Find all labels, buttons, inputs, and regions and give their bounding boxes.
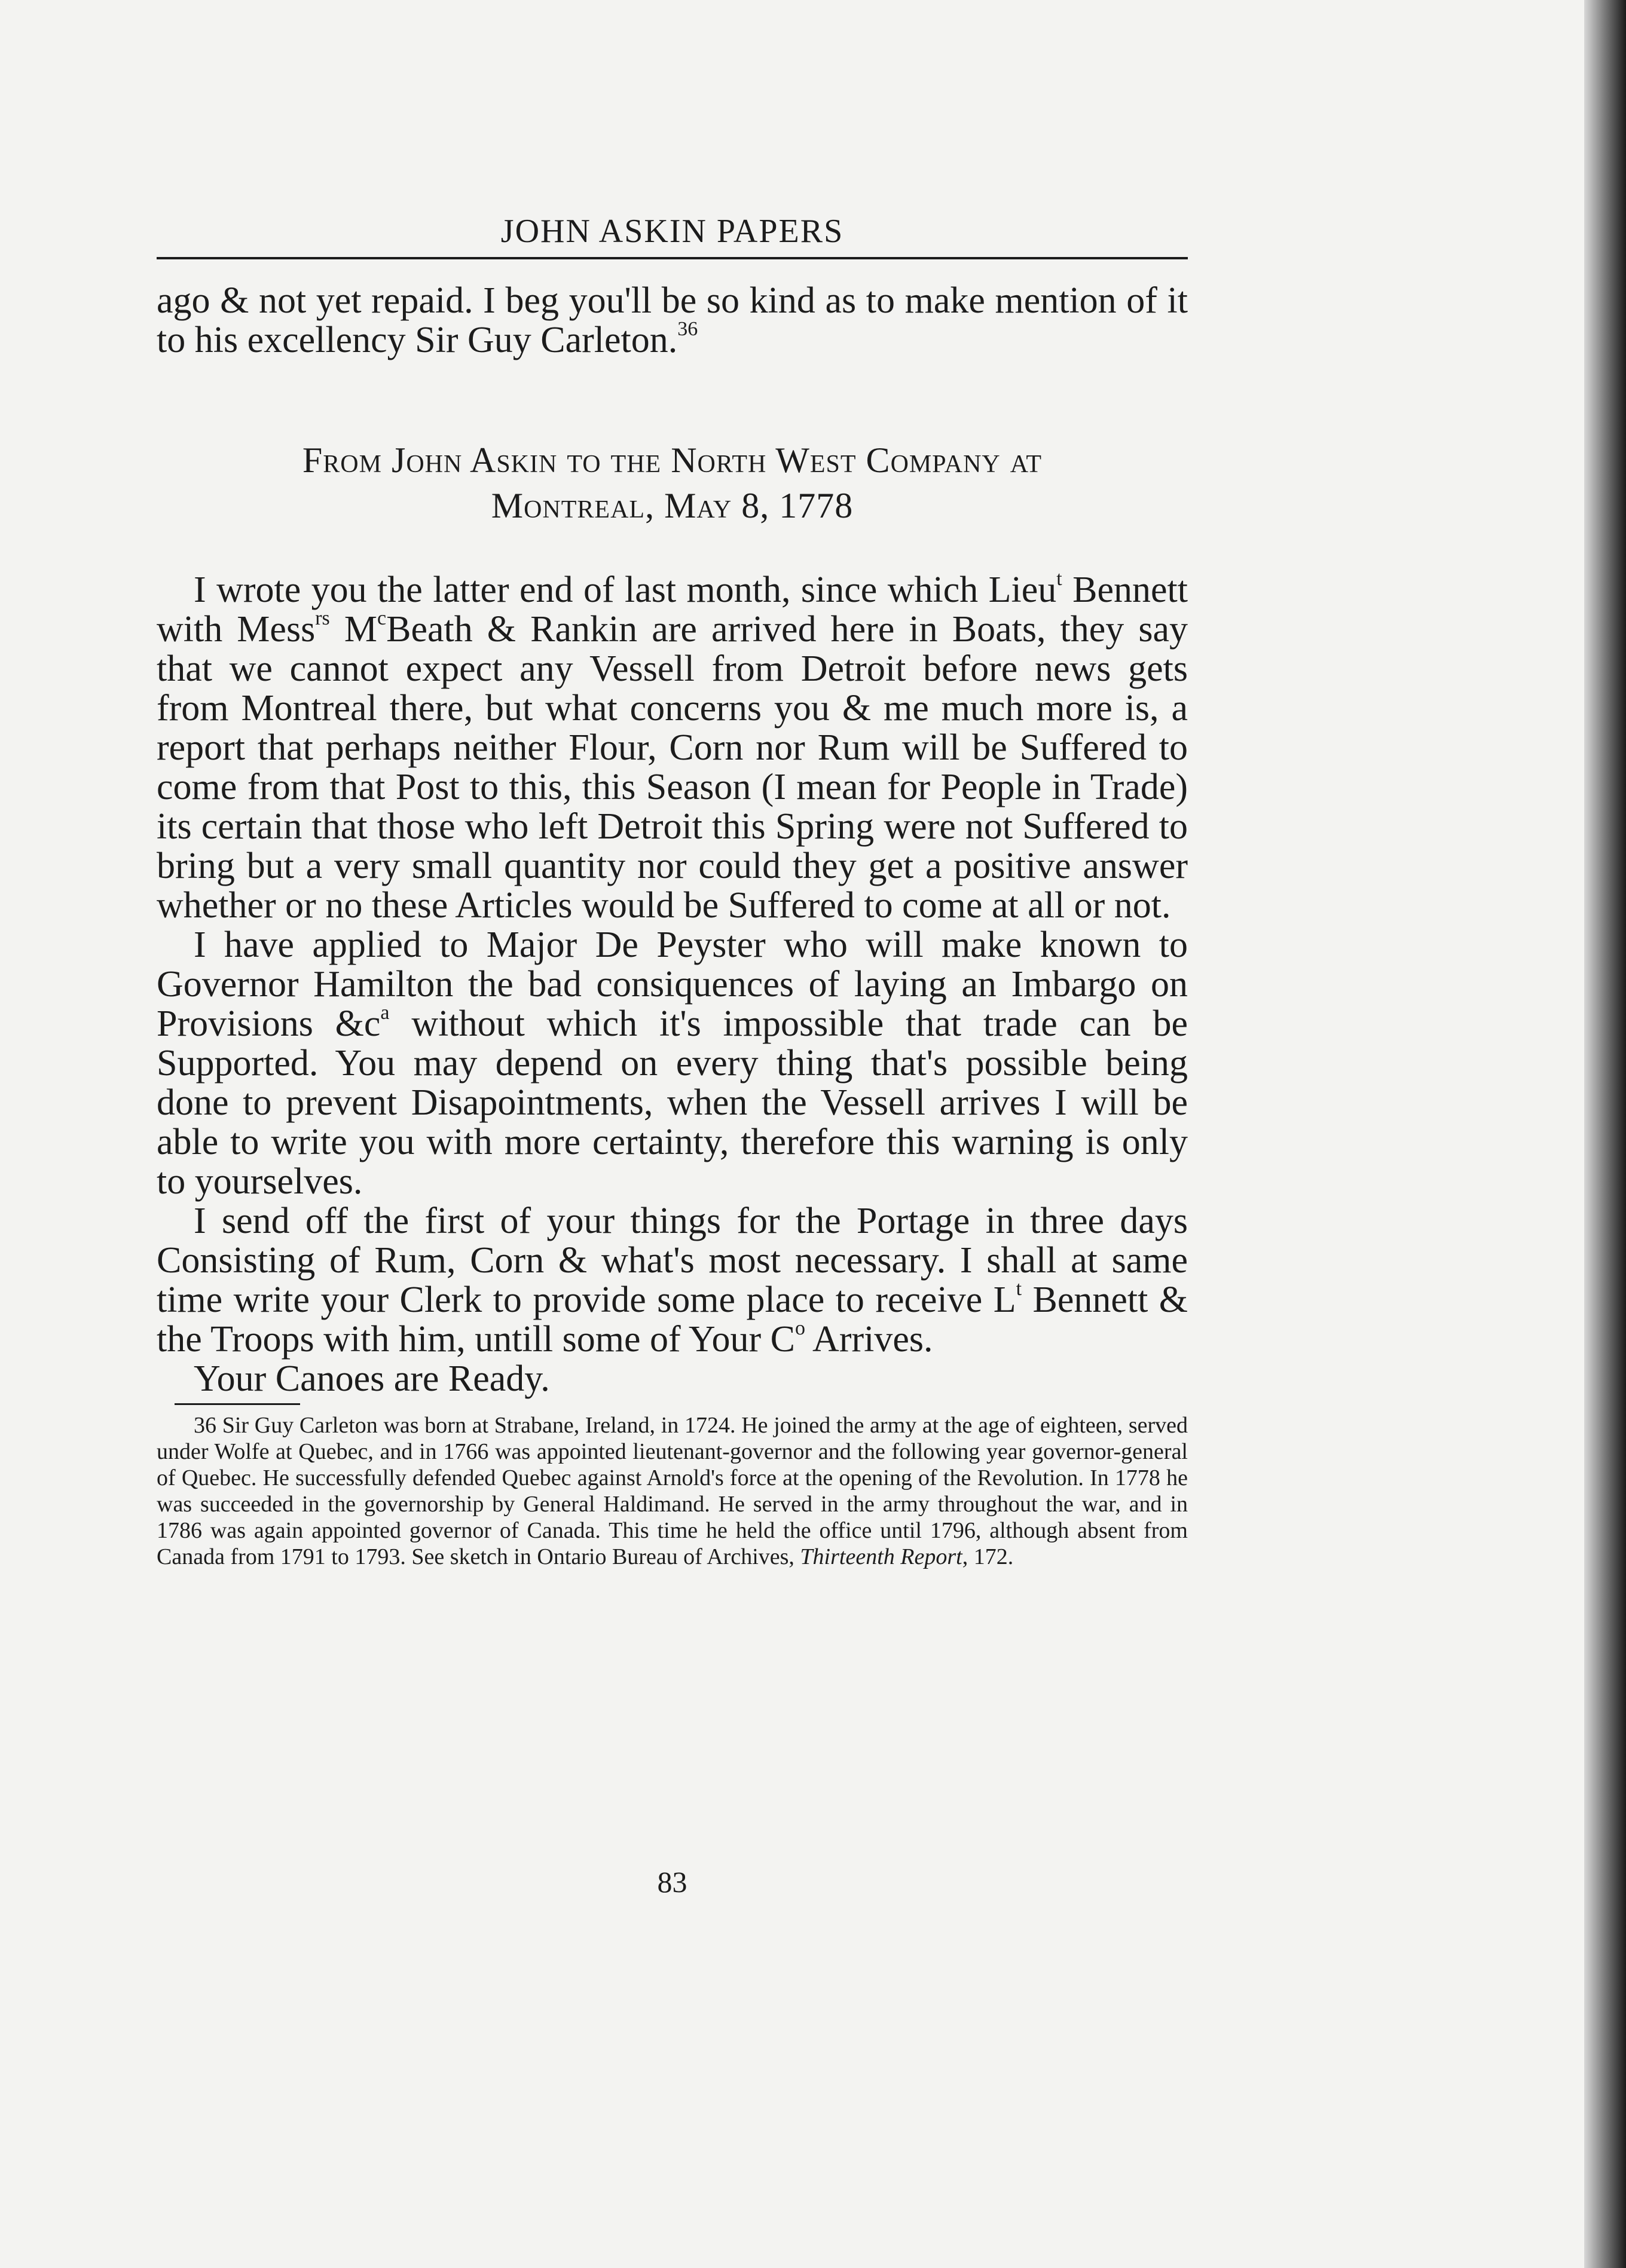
- letter-paragraph-3: I send off the first of your things for the Portage in three days Consisting of Rum, Corn & what's most necessary. I shall at same time write your Clerk to provide some place to receive $L^t$ Bennett & the Troops with him, untill some of Your $C^o$ Arrives.: [157, 1201, 1188, 1360]
- footnote-number: 36: [194, 1413, 216, 1438]
- letter-paragraph-2: I have applied to Major De Peyster who will make known to Governor Hamilton the bad consiquences of laying an Imbargo on Provisions $\&c^a$ without which it's impossible that trade can be Supported. You may depend on every thing that's possible being done to prevent Disapointments, when the Vessell arrives I will be able to write you with more certainty, therefore this warning is only to yourselves.: [157, 925, 1188, 1202]
- footnote: 36 Sir Guy Carleton was born at Strabane, Ireland, in 1724. He joined the army at the age of eighteen, served under Wolfe at Quebec, and in 1766 was appointed lieutenant-governor and the following year governor-general of Quebec. He successfully defended Quebec against Arnold's force at the opening of the Revolution. In 1778 he was succeeded in the governorship by General Haldimand. He served in the army throughout the war, and in 1786 was again appointed governor of Canada. This time he held the office until 1796, although absent from Canada from 1791 to 1793. See sketch in Ontario Bureau of Archives, Thirteenth Report, 172.: [157, 1413, 1188, 1569]
- page-edge-shadow: [1584, 0, 1626, 2268]
- header-rule: [157, 257, 1188, 259]
- letter-heading-line1: From John Askin to the North West Company at: [302, 440, 1043, 480]
- intro-paragraph: ago & not yet repaid. I beg you'll be so kind as to make mention of it to his excellency Sir Guy Carleton.$^{36}$: [157, 280, 1188, 360]
- letter-paragraph-1: I wrote you the latter end of last month, since which Lieu$^t$ Bennett with Mess$^{rs}$ $M^cBeath$ & Rankin are arrived here in Boats, they say that we cannot expect any Vessell from Detroit before news gets from Montreal there, but what concerns you & me much more is, a report that perhaps neither Flour, Corn nor Rum will be Suffered to come from that Post to this, this Season (I mean for People in Trade) its certain that those who left Detroit this Spring were not Suffered to bring but a very small quantity nor could they get a positive answer whether or no these Articles would be Suffered to come at all or not.: [157, 568, 1188, 926]
- footnote-ref: 36: [677, 318, 698, 340]
- body-text: [157, 281, 1188, 1570]
- running-head: JOHN ASKIN PAPERS: [500, 213, 844, 250]
- footnote-source-title: Thirteenth Report: [800, 1544, 962, 1569]
- letter-heading: [157, 437, 1188, 528]
- footnote-rule: [175, 1403, 300, 1405]
- letter-heading-line2: Montreal, May 8, 1778: [491, 486, 854, 525]
- page-number: 83: [657, 1865, 687, 1899]
- letter-paragraph-4: Your Canoes are Ready.: [194, 1358, 550, 1399]
